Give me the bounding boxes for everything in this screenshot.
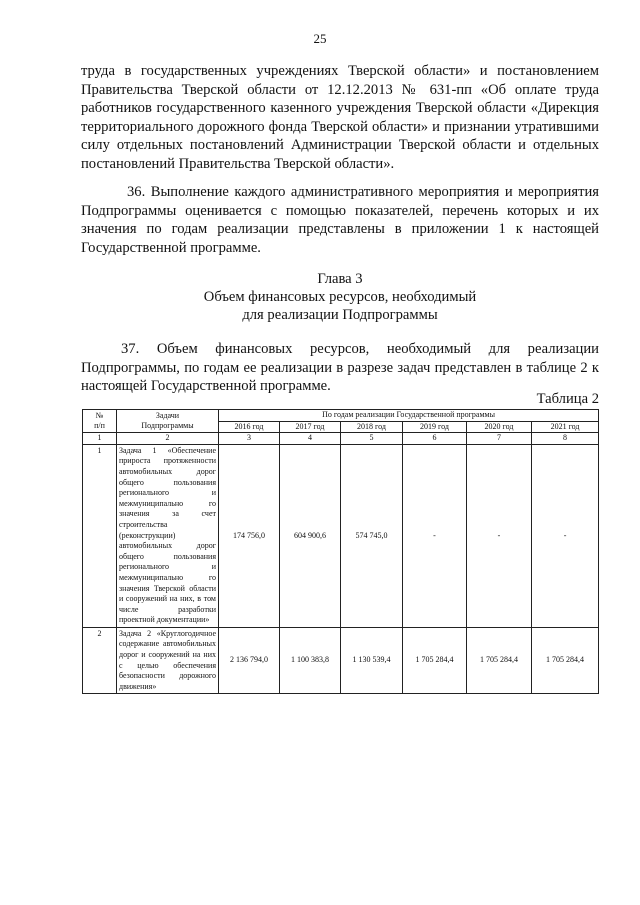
column-number: 7 (467, 433, 532, 445)
value-cell: 1 130 539,4 (341, 627, 403, 694)
value-cell: - (467, 444, 532, 627)
column-number: 1 (83, 433, 117, 445)
value-cell: - (532, 444, 599, 627)
header-no (83, 410, 117, 433)
header-year: 2017 год (280, 421, 341, 433)
column-number: 3 (219, 433, 280, 445)
table-column-numbers-row (83, 433, 599, 445)
header-year: 2016 год (219, 421, 280, 433)
chapter-title-line-2: для реализации Подпрограммы (242, 307, 438, 323)
row-number: 1 (83, 444, 117, 627)
task-description: Задача 2 «Круглогодичное содержание автомобильных дорог и сооружений на них с целью обеспечения безопасности дорожного движения» (117, 627, 219, 694)
column-number: 5 (341, 433, 403, 445)
table-header-row (83, 410, 599, 422)
column-number: 8 (532, 433, 599, 445)
value-cell: 574 745,0 (341, 444, 403, 627)
value-cell: 604 900,6 (280, 444, 341, 627)
column-number: 4 (280, 433, 341, 445)
header-year: 2020 год (467, 421, 532, 433)
chapter-title-line-1: Объем финансовых ресурсов, необходимый (203, 289, 477, 305)
header-no-line-2: п/п (94, 421, 105, 431)
column-number: 6 (403, 433, 467, 445)
value-cell: 174 756,0 (219, 444, 280, 627)
header-year: 2019 год (403, 421, 467, 433)
table-row (83, 627, 599, 694)
header-task-line-1: Задачи (155, 410, 180, 420)
paragraph-37: 37. Объем финансовых ресурсов, необходимый для реализации Подпрограммы, по годам ее реализации в разрезе задач представлен в таблице 2 к настоящей Государственной программе. (81, 341, 599, 394)
paragraph-36: 36. Выполнение каждого административного мероприятия и мероприятия Подпрограммы оценивается с помощью показателей, перечень которых и их значения по годам реализации представлены в приложении 1 к настоящей Государственной программе. (81, 184, 599, 256)
header-year: 2021 год (532, 421, 599, 433)
column-number: 2 (117, 433, 219, 445)
header-years-group: По годам реализации Государственной программы (219, 410, 599, 422)
task-description: Задача 1 «Обеспечение прироста протяженности автомобильных дорог общего пользования регионального и межмуниципально го значения за счет строительства (реконструкции) автомобильных дорог общего пользования регионального и межмуниципально го значения Тверской области и сооружений на них, в том числе разработки проектной документации» (117, 444, 219, 627)
value-cell: 1 705 284,4 (532, 627, 599, 694)
table-caption: Таблица 2 (536, 391, 599, 407)
value-cell: 1 705 284,4 (467, 627, 532, 694)
header-no-line-1: № (95, 410, 104, 420)
row-number: 2 (83, 627, 117, 694)
funding-table (82, 409, 599, 694)
chapter-number: Глава 3 (317, 271, 363, 287)
value-cell: - (403, 444, 467, 627)
table-row (83, 444, 599, 627)
header-year: 2018 год (341, 421, 403, 433)
value-cell: 1 100 383,8 (280, 627, 341, 694)
value-cell: 1 705 284,4 (403, 627, 467, 694)
value-cell: 2 136 794,0 (219, 627, 280, 694)
paragraph-continuation: труда в государственных учреждениях Тверской области» и постановлением Правительства Тверской области от 12.12.2013 № 631-пп «Об оплате труда работников государственного казенного учреждения Тверской области «Дирекция территориального дорожного фонда Тверской области» и признании утратившими силу отдельных постановлений Администрации Тверской области и отдельных постановлений Правительства Тверской области». (81, 63, 599, 172)
header-task (117, 410, 219, 433)
header-task-line-2: Подпрограммы (141, 421, 194, 431)
page-number: 25 (313, 31, 327, 46)
